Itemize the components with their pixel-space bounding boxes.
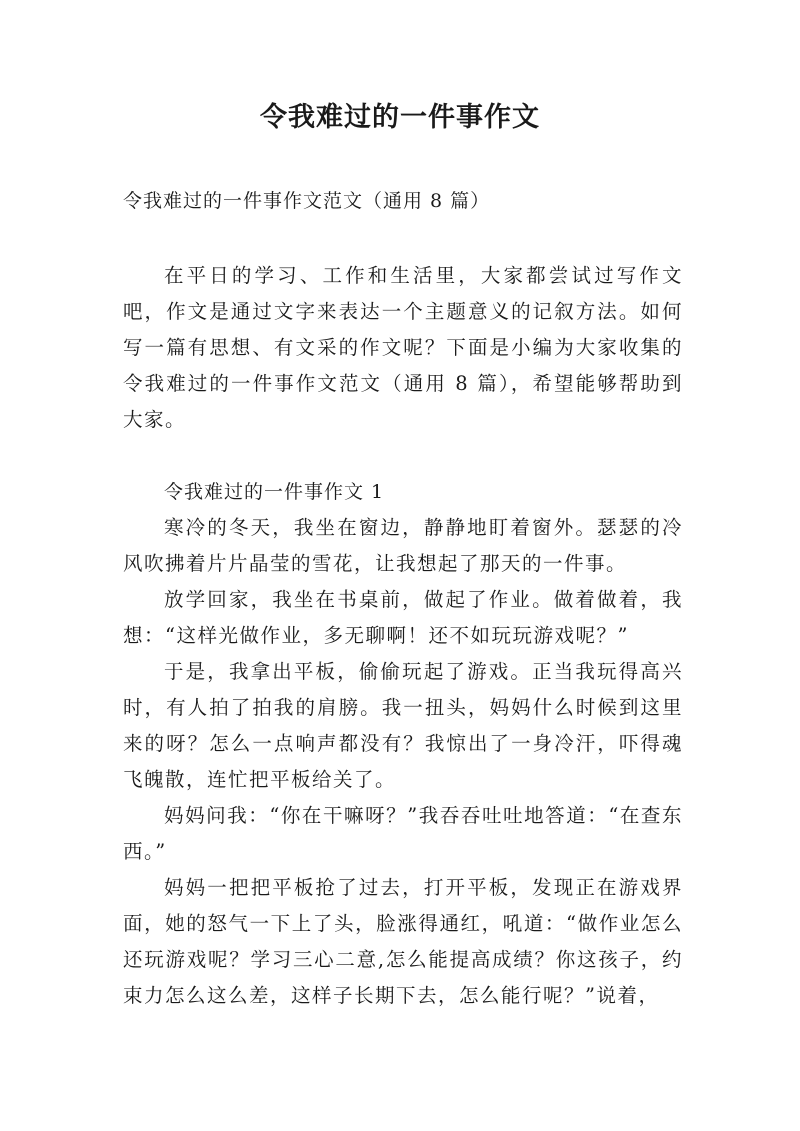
document-title: 令我难过的一件事作文	[260, 102, 540, 133]
body-paragraph: 放学回家，我坐在书桌前，做起了作业。做着做着，我想：“这样光做作业，多无聊啊！还不如玩玩游戏呢？”	[123, 588, 683, 647]
document-body	[123, 258, 683, 1014]
body-paragraph: 于是，我拿出平板，偷偷玩起了游戏。正当我玩得高兴时，有人拍了拍我的肩膀。我一扭头，妈妈什么时候到这里来的呀？怎么一点响声都没有？我惊出了一身冷汗，吓得魂飞魄散，连忙把平板给关了。	[123, 660, 683, 791]
intro-paragraph: 在平日的学习、工作和生活里，大家都尝试过写作文吧，作文是通过文字来表达一个主题意义的记叙方法。如何写一篇有思想、有文采的作文呢？下面是小编为大家收集的令我难过的一件事作文范文（通用 8 篇），希望能够帮助到大家。	[123, 264, 683, 431]
body-paragraph: 寒冷的冬天，我坐在窗边，静静地盯着窗外。瑟瑟的冷风吹拂着片片晶莹的雪花，让我想起了那天的一件事。	[123, 516, 683, 575]
body-paragraph: 妈妈问我：“你在干嘛呀？”我吞吞吐吐地答道：“在查东西。”	[123, 804, 683, 863]
document-subtitle: 令我难过的一件事作文范文（通用 8 篇）	[123, 190, 491, 212]
body-paragraph: 妈妈一把把平板抢了过去，打开平板，发现正在游戏界面，她的怒气一下上了头，脸涨得通红，吼道：“做作业怎么还玩游戏呢？学习三心二意,怎么能提高成绩？你这孩子，约束力怎么这么差，这样子长期下去，怎么能行呢？”说着，	[123, 876, 683, 1007]
section-heading: 令我难过的一件事作文 1	[164, 481, 385, 503]
